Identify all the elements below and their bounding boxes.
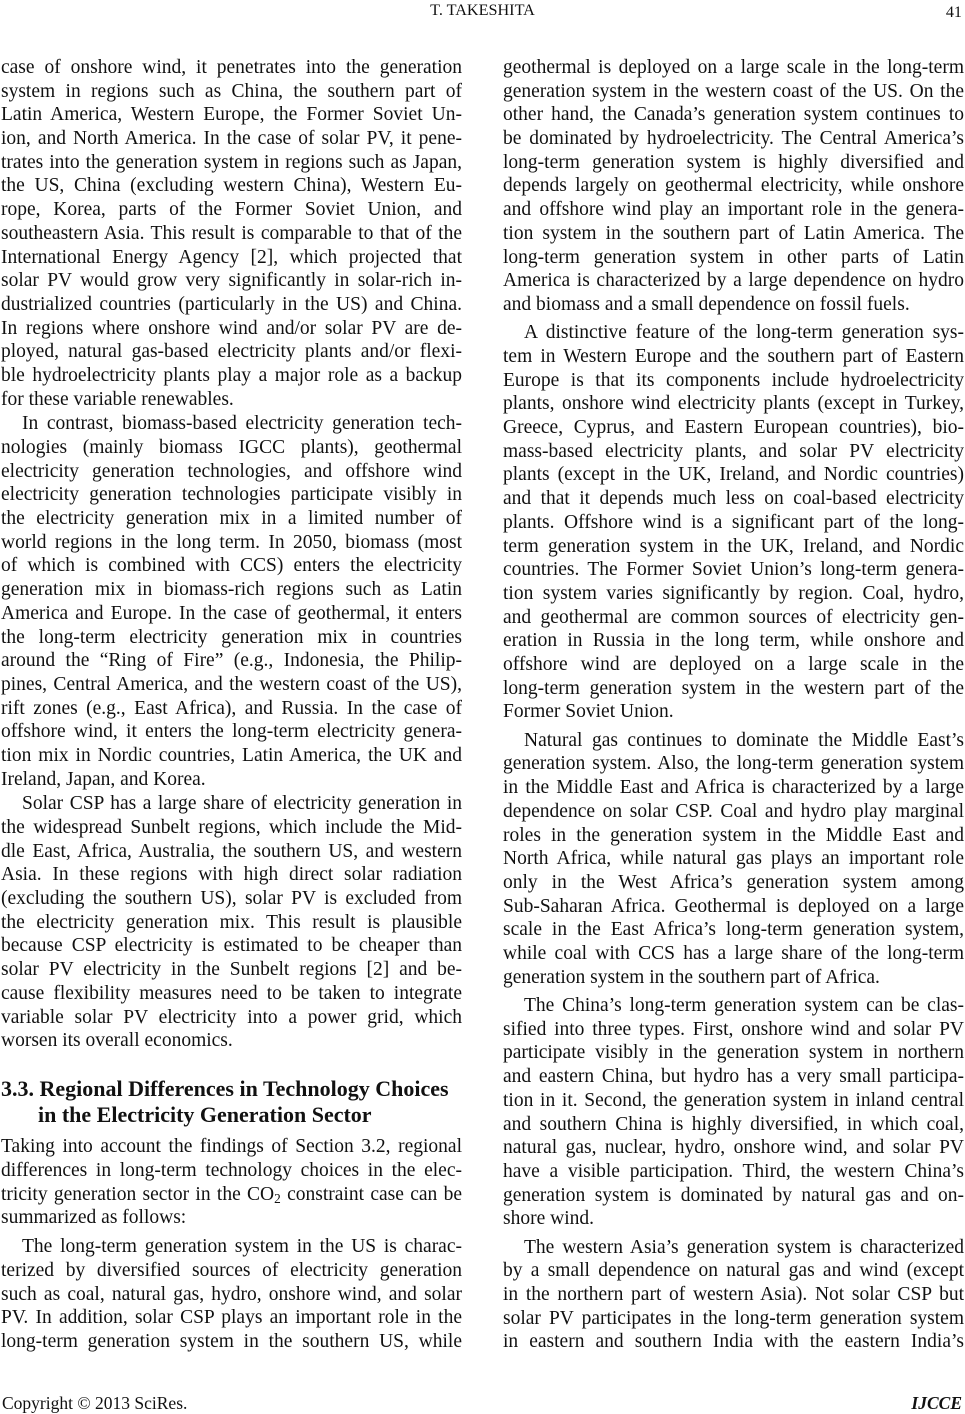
text-line: pines, Central America, and the western coast of the US), — [1, 673, 462, 695]
text-line: tem in Western Europe and the southern part of Eastern — [503, 346, 964, 367]
text-line: other hand, the Canada’s generation system continues to — [503, 104, 964, 126]
paragraph — [1, 1235, 462, 1353]
text-line: sified into three types. First, onshore wind and solar PV — [503, 1018, 964, 1040]
text-line: for these variable renewables. — [1, 388, 234, 410]
text-line: North Africa, while natural gas plays an important role — [503, 848, 964, 870]
text-line: Taking into account the findings of Section 3.2, regional — [1, 1136, 462, 1158]
text-line: offshore wind, it enters the long-term electricity genera- — [1, 721, 462, 743]
text-line: tion system varies significantly by region. Coal, hydro, — [503, 582, 964, 604]
text-line: dustrialized countries (particularly in the US) and China. — [1, 293, 462, 315]
text-line: and eastern China, but hydro has a very small participa- — [503, 1066, 964, 1088]
text-line: world regions in the long term. In 2050, biomass (most — [1, 531, 462, 553]
text-line: cause flexibility measures need to be taken to integrate — [1, 982, 462, 1004]
text-line: mass-based electricity plants, and solar PV electricity — [503, 440, 964, 462]
text-line: in the northern part of western Asia). Not solar CSP but — [503, 1284, 964, 1306]
text-line: Natural gas continues to dominate the Middle East’s — [524, 729, 964, 751]
text-line: The China’s long-term generation system can be clas- — [524, 995, 964, 1017]
text-line: tion system in the southern part of Latin America. The — [503, 222, 964, 244]
text-line: International Energy Agency [2], which projected that — [1, 246, 462, 268]
text-line: case of onshore wind, it penetrates into the generation — [1, 57, 462, 78]
section-title-line: Regional Differences in Technology Choices — [39, 1075, 449, 1101]
text-line — [1, 1183, 462, 1207]
journal-name: IJCCE — [911, 1393, 962, 1413]
text-line: generation system is dominated by natural gas and on- — [503, 1184, 964, 1206]
text-line: The long-term generation system in the US is charac- — [22, 1236, 462, 1258]
text-line: plants, onshore wind electricity plants (except in Turkey, — [503, 393, 964, 415]
text-line: in the Middle East and Africa is characterized by a large — [503, 777, 964, 799]
text-line: while coal with CCS has a large share of the long-term — [503, 942, 964, 964]
text-line: Ireland, Japan, and Korea. — [1, 768, 206, 790]
text-line: offshore wind are deployed on a large scale in the — [503, 653, 964, 675]
text-line: plants (except in the UK, Ireland, and Nordic countries) — [503, 464, 964, 486]
text-line: the widespread Sunbelt regions, which include the Mid- — [1, 817, 462, 838]
text-line: long-term generation system in the southern US, while — [1, 1331, 462, 1353]
text-line: and offshore wind play an important role in the genera- — [503, 199, 964, 221]
section-heading-line — [1, 1102, 462, 1128]
text-line: Asia. In these regions with high direct solar radiation — [1, 864, 462, 886]
text-line: long-term generation system is highly diversified and — [503, 151, 964, 173]
text-line: electricity generation technologies participate visibly in — [1, 484, 462, 506]
text-line: variable solar PV electricity into a power grid, which — [1, 1006, 462, 1028]
section-title-line: in the Electricity Generation Sector — [38, 1102, 372, 1128]
section-number: 3.3. — [1, 1075, 34, 1101]
paragraph — [503, 321, 964, 724]
text-line: in eastern and southern India with the eastern India’s — [503, 1331, 964, 1353]
text-line: tion in it. Second, the generation system in inland central — [503, 1089, 964, 1111]
text-line: Greece, Cyprus, and Eastern European countries), bio- — [503, 417, 964, 439]
right-column — [503, 56, 964, 1354]
paragraph — [503, 729, 964, 990]
text-line: rope, Korea, parts of the Former Soviet Union, and — [1, 199, 462, 221]
text-line: trates into the generation system in regions such as Japan, — [1, 151, 462, 173]
text-line: the electricity generation mix. This result is plausible — [1, 911, 462, 933]
text-line: system in regions such as China, the southern part of — [1, 80, 462, 102]
text-line: PV. In addition, solar CSP plays an important role in the — [1, 1307, 462, 1329]
text-line: geothermal is deployed on a large scale in the long-term — [503, 57, 964, 78]
text-line: electricity generation technologies, and offshore wind — [1, 460, 462, 482]
text-line: Sub-Saharan Africa. Geothermal is deployed on a large — [503, 895, 964, 917]
text-line: In regions where onshore wind and/or solar PV are de- — [1, 317, 462, 339]
text-line: Europe is that its components include hydroelectricity — [503, 369, 964, 391]
text-line: rift zones (e.g., East Africa), and Russia. In the case of — [1, 697, 462, 719]
text-line: natural gas, nuclear, hydro, onshore wind, and solar PV — [503, 1137, 964, 1159]
text-line: generation system in the western coast of the US. On the — [503, 80, 964, 102]
text-line: The western Asia’s generation system is characterized — [524, 1236, 964, 1258]
text-line: solar PV participates in the long-term generation system — [503, 1307, 964, 1329]
text-line: term generation system in the UK, Ireland, and Nordic — [503, 535, 964, 557]
text-line: In contrast, biomass-based electricity generation tech- — [22, 413, 462, 435]
text-line: depends largely on geothermal electricity, while onshore — [503, 175, 964, 197]
paragraph — [1, 1135, 462, 1230]
paragraph — [1, 792, 462, 1053]
text-line: and that it depends much less on coal-based electricity — [503, 488, 964, 510]
text-line: the long-term electricity generation mix in countries — [1, 626, 462, 648]
text-line: ployed, natural gas-based electricity plants and/or flexi- — [1, 341, 462, 363]
paragraph — [503, 56, 964, 317]
text-line: long-term generation system in the western part of the — [503, 677, 964, 699]
text-line: eration in Russia in the long term, while onshore and — [503, 630, 964, 652]
text-line: the US, China (excluding western China), Western Eu- — [1, 175, 462, 197]
paragraph — [1, 56, 462, 411]
copyright-notice: Copyright © 2013 SciRes. — [2, 1393, 188, 1413]
text-line: and southern China is highly diversified, in which coal, — [503, 1113, 964, 1135]
text-line: generation system in the southern part of Africa. — [503, 966, 880, 988]
paragraph — [503, 1236, 964, 1354]
subscript: 2 — [274, 1191, 281, 1207]
text-line: and biomass and a small dependence on fossil fuels. — [503, 293, 910, 315]
text-line: such as coal, natural gas, hydro, onshore wind, and solar — [1, 1283, 462, 1305]
text-line: solar PV electricity in the Sunbelt regions [2] and be- — [1, 959, 462, 981]
text-line: America and Europe. In the case of geothermal, it enters — [1, 602, 462, 624]
text-line: be dominated by hydroelectricity. The Central America’s — [503, 128, 964, 150]
text-line: tion mix in Nordic countries, Latin America, the UK and — [1, 744, 462, 766]
text-line: worsen its overall economics. — [1, 1030, 233, 1052]
text-line: have a visible participation. Third, the western China’s — [503, 1160, 964, 1182]
text-line: America is characterized by a large dependence on hydro — [503, 270, 964, 292]
text-line: (excluding the southern US), solar PV is excluded from — [1, 888, 462, 910]
text-line: roles in the generation system in the Middle East and — [503, 824, 964, 846]
text-line: only in the West Africa’s generation system among — [503, 871, 964, 893]
text-line: terized by diversified sources of electricity generation — [1, 1260, 462, 1282]
text-line: by a small dependence on natural gas and wind (except — [503, 1260, 964, 1282]
text-line: Solar CSP has a large share of electricity generation in — [22, 793, 462, 815]
text-line: and geothermal are common sources of electricity gen- — [503, 606, 964, 628]
text-line: ion, and North America. In the case of solar PV, it pene- — [1, 128, 462, 150]
text-line: solar PV would grow very significantly in solar-rich in- — [1, 270, 462, 292]
text-line: A distinctive feature of the long-term generation sys- — [524, 322, 964, 344]
text-line: nologies (mainly biomass IGCC plants), geothermal — [1, 437, 462, 458]
section-heading-line — [1, 1076, 462, 1102]
text-line: Former Soviet Union. — [503, 701, 674, 723]
text-line: dependence on solar CSP. Coal and hydro play marginal — [503, 800, 964, 822]
text-line: plants. Offshore wind is a significant part of the long- — [503, 511, 964, 533]
text-line: shore wind. — [503, 1208, 594, 1230]
text-line: southeastern Asia. This result is comparable to that of the — [1, 222, 462, 244]
text-line: of which is combined with CCS) enters the electricity — [1, 555, 462, 577]
text-line: Latin America, Western Europe, the Former Soviet Un- — [1, 104, 462, 126]
text-segment: tricity generation sector in the CO — [1, 1183, 275, 1205]
text-line: summarized as follows: — [1, 1207, 187, 1229]
text-line: participate visibly in the generation system in northern — [503, 1042, 964, 1064]
text-line: long-term generation system in other parts of Latin — [503, 246, 964, 268]
page-number: 41 — [945, 3, 962, 21]
text-line: generation mix in biomass-rich regions such as Latin — [1, 579, 462, 601]
text-line: scale in the East Africa’s long-term generation system, — [503, 919, 964, 941]
text-line: around the “Ring of Fire” (e.g., Indonesia, the Philip- — [1, 650, 462, 672]
paragraph — [503, 994, 964, 1231]
text-line: generation system. Also, the long-term generation system — [503, 753, 964, 775]
text-line: ble hydroelectricity plants play a major role as a backup — [1, 364, 462, 386]
left-column — [1, 56, 462, 1354]
text-segment: constraint case can be — [280, 1183, 462, 1205]
running-title: T. TAKESHITA — [430, 1, 535, 19]
text-line: the electricity generation mix in a limited number of — [1, 508, 462, 530]
text-line: differences in long-term technology choices in the elec- — [1, 1159, 462, 1181]
paragraph — [1, 412, 462, 791]
text-line: countries. The Former Soviet Union’s long-term genera- — [503, 559, 964, 581]
text-line: dle East, Africa, Australia, the southern US, and western — [1, 840, 462, 862]
text-line: because CSP electricity is estimated to be cheaper than — [1, 935, 462, 957]
section-heading — [1, 1076, 462, 1129]
